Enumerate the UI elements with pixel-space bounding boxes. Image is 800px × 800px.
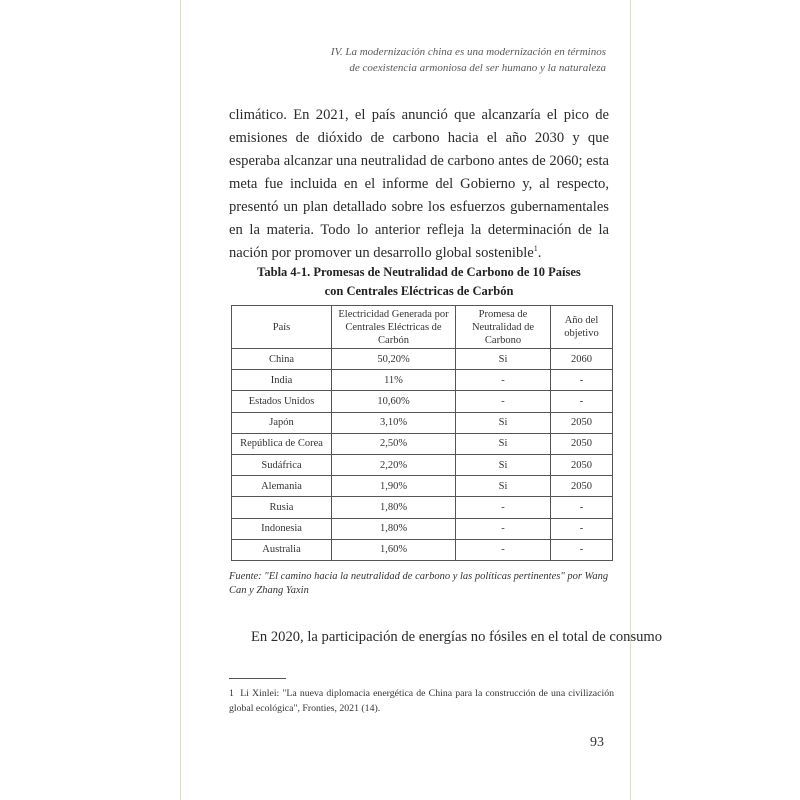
table-row — [232, 518, 613, 539]
header-neutrality-pledge: Promesa de Neutralidad de Carbono — [456, 306, 551, 349]
header-target-year: Año del objetivo — [551, 306, 613, 349]
table-row — [232, 412, 613, 433]
cell-coal-electricity: 2,20% — [332, 454, 456, 475]
cell-neutrality-pledge: Si — [456, 433, 551, 454]
paragraph-2: En 2020, la participación de energías no fósiles en el total de consumo — [251, 629, 663, 645]
cell-target-year: - — [551, 518, 613, 539]
table-title — [229, 263, 609, 301]
source-label: Fuente: — [229, 571, 262, 582]
header-coal-electricity: Electricidad Generada por Centrales Eléctricas de Carbón — [332, 306, 456, 349]
header-country: País — [232, 306, 332, 349]
cell-coal-electricity: 1,90% — [332, 476, 456, 497]
cell-coal-electricity: 3,10% — [332, 412, 456, 433]
cell-neutrality-pledge: Si — [456, 454, 551, 475]
table-row — [232, 391, 613, 412]
running-head — [266, 44, 606, 76]
cell-coal-electricity: 1,80% — [332, 518, 456, 539]
cell-neutrality-pledge: - — [456, 497, 551, 518]
cell-coal-electricity: 50,20% — [332, 349, 456, 370]
cell-coal-electricity: 1,60% — [332, 539, 456, 560]
cell-target-year: 2060 — [551, 349, 613, 370]
paragraph-1-text: climático. En 2021, el país anunció que alcanzaría el pico de emisiones de dióxido de carbono hacia el año 2030 y que esperaba alcanzar una neutralidad de carbono antes de 2060; esta meta fue incluida en el informe del Gobierno y, al respecto, presentó un plan detallado sobre los esfuerzos gubernamentales en la materia. Todo lo anterior refleja la determinación de la nación por promover un desarrollo global sostenible — [229, 107, 609, 261]
cell-neutrality-pledge: Si — [456, 476, 551, 497]
table-body — [232, 349, 613, 561]
cell-neutrality-pledge: Si — [456, 349, 551, 370]
paragraph-1 — [229, 104, 609, 265]
cell-target-year: 2050 — [551, 476, 613, 497]
cell-country: Estados Unidos — [232, 391, 332, 412]
cell-country: Sudáfrica — [232, 454, 332, 475]
footnote-reference[interactable]: 1 — [533, 244, 538, 254]
cell-target-year: - — [551, 497, 613, 518]
footnote-text: Li Xinlei: "La nueva diplomacia energética de China para la construcción de una civilización global ecológica", Fronties, 2021 (14). — [229, 688, 615, 714]
table-title-line-2: con Centrales Eléctricas de Carbón — [324, 284, 514, 298]
book-page — [180, 0, 663, 800]
page-number: 93 — [590, 735, 604, 750]
cell-country: China — [232, 349, 332, 370]
table-row — [232, 433, 613, 454]
cell-target-year: - — [551, 370, 613, 391]
table-header-row — [232, 306, 613, 349]
footnote — [229, 686, 614, 716]
cell-country: India — [232, 370, 332, 391]
cell-target-year: - — [551, 539, 613, 560]
paragraph-1-end: . — [537, 245, 542, 261]
table-row — [232, 454, 613, 475]
cell-neutrality-pledge: - — [456, 391, 551, 412]
table-title-line-1: Tabla 4-1. Promesas de Neutralidad de Carbono de 10 Países — [257, 265, 581, 279]
running-head-line-2: de coexistencia armoniosa del ser humano y la naturaleza — [349, 62, 606, 74]
footnote-divider — [229, 678, 286, 679]
cell-coal-electricity: 1,80% — [332, 497, 456, 518]
cell-target-year: 2050 — [551, 433, 613, 454]
cell-coal-electricity: 11% — [332, 370, 456, 391]
cell-target-year: 2050 — [551, 412, 613, 433]
cell-coal-electricity: 10,60% — [332, 391, 456, 412]
cell-country: Rusia — [232, 497, 332, 518]
data-table — [231, 305, 613, 561]
cell-neutrality-pledge: - — [456, 518, 551, 539]
cell-target-year: 2050 — [551, 454, 613, 475]
table-row — [232, 539, 613, 560]
cell-target-year: - — [551, 391, 613, 412]
table-row — [232, 476, 613, 497]
table-row — [232, 497, 613, 518]
cell-country: Alemania — [232, 476, 332, 497]
cell-country: Japón — [232, 412, 332, 433]
cell-country: Indonesia — [232, 518, 332, 539]
cell-country: República de Corea — [232, 433, 332, 454]
cell-neutrality-pledge: - — [456, 370, 551, 391]
running-head-line-1: IV. La modernización china es una modernización en términos — [330, 46, 606, 58]
cell-neutrality-pledge: - — [456, 539, 551, 560]
source-text: "El camino hacia la neutralidad de carbono y las políticas pertinentes" por Wang Can y Zhang Yaxin — [229, 571, 609, 596]
cell-country: Australia — [232, 539, 332, 560]
cell-coal-electricity: 2,50% — [332, 433, 456, 454]
cell-neutrality-pledge: Si — [456, 412, 551, 433]
table-source — [229, 570, 614, 598]
footnote-number: 1 — [229, 688, 234, 699]
table-row — [232, 370, 613, 391]
table-row — [232, 349, 613, 370]
